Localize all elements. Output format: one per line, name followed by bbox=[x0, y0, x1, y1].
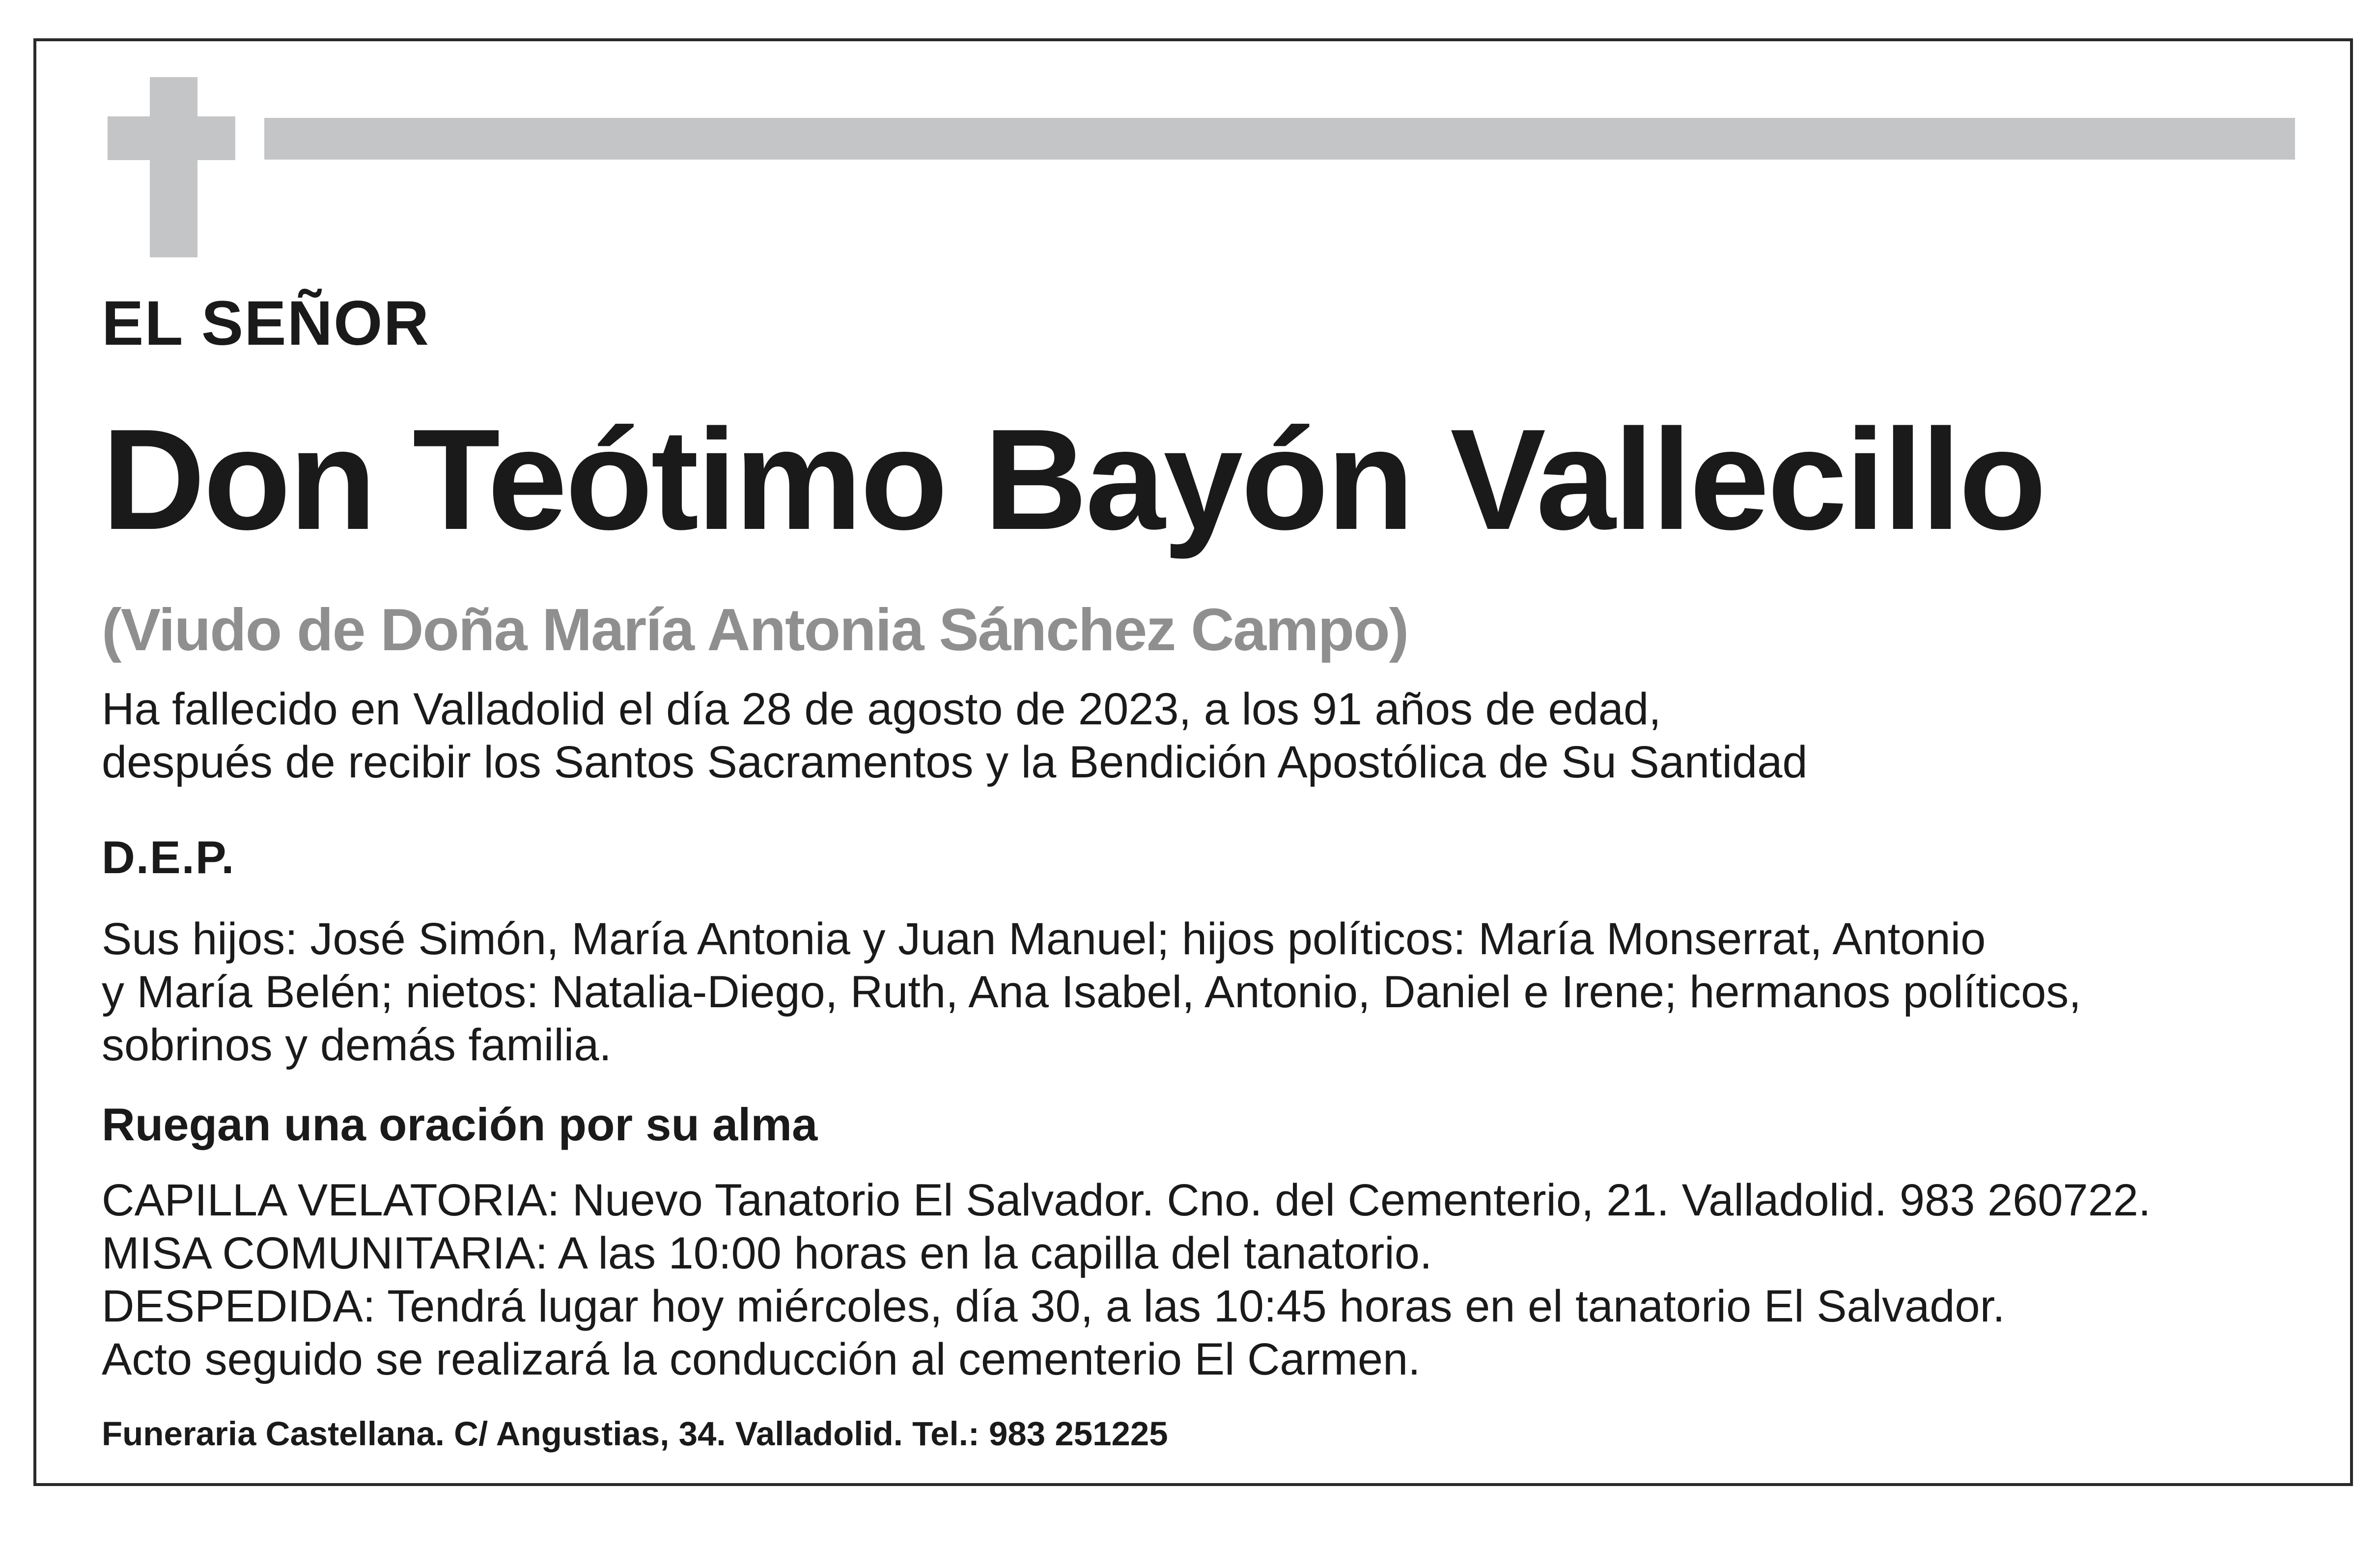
service-line: CAPILLA VELATORIA: Nuevo Tanatorio El Salvador. Cno. del Cementerio, 21. Valladolid. 983 260722. bbox=[102, 1175, 2151, 1225]
death-paragraph bbox=[102, 683, 1808, 789]
cross-icon-horizontal bbox=[108, 116, 235, 160]
honorific-title: EL SEÑOR bbox=[102, 288, 430, 358]
header-bar bbox=[264, 118, 2295, 160]
family-line: sobrinos y demás familia. bbox=[102, 1020, 612, 1070]
prayer-request: Ruegan una oración por su alma bbox=[102, 1099, 818, 1150]
death-line: Ha fallecido en Valladolid el día 28 de agosto de 2023, a los 91 años de edad, bbox=[102, 684, 1661, 734]
family-line: Sus hijos: José Simón, María Antonia y Juan Manuel; hijos políticos: María Monserrat, Antonio bbox=[102, 914, 1986, 964]
services-paragraph bbox=[102, 1174, 2151, 1386]
death-line: después de recibir los Santos Sacramentos y la Bendición Apostólica de Su Santidad bbox=[102, 737, 1808, 787]
family-line: y María Belén; nietos: Natalia-Diego, Ruth, Ana Isabel, Antonio, Daniel e Irene; hermanos políticos, bbox=[102, 967, 2081, 1017]
deceased-name: Don Teótimo Bayón Vallecillo bbox=[102, 399, 2045, 559]
widow-of-line: (Viudo de Doña María Antonia Sánchez Campo) bbox=[102, 596, 1408, 663]
family-paragraph bbox=[102, 912, 2081, 1072]
funeral-home-footer: Funeraria Castellana. C/ Angustias, 34. Valladolid. Tel.: 983 251225 bbox=[102, 1415, 1168, 1453]
service-line: Acto seguido se realizará la conducción al cementerio El Carmen. bbox=[102, 1334, 1421, 1384]
service-line: DESPEDIDA: Tendrá lugar hoy miércoles, día 30, a las 10:45 horas en el tanatorio El Salvador. bbox=[102, 1281, 2005, 1331]
dep-label: D.E.P. bbox=[102, 831, 235, 883]
service-line: MISA COMUNITARIA: A las 10:00 horas en la capilla del tanatorio. bbox=[102, 1228, 1432, 1278]
cross-icon-vertical bbox=[150, 77, 197, 257]
